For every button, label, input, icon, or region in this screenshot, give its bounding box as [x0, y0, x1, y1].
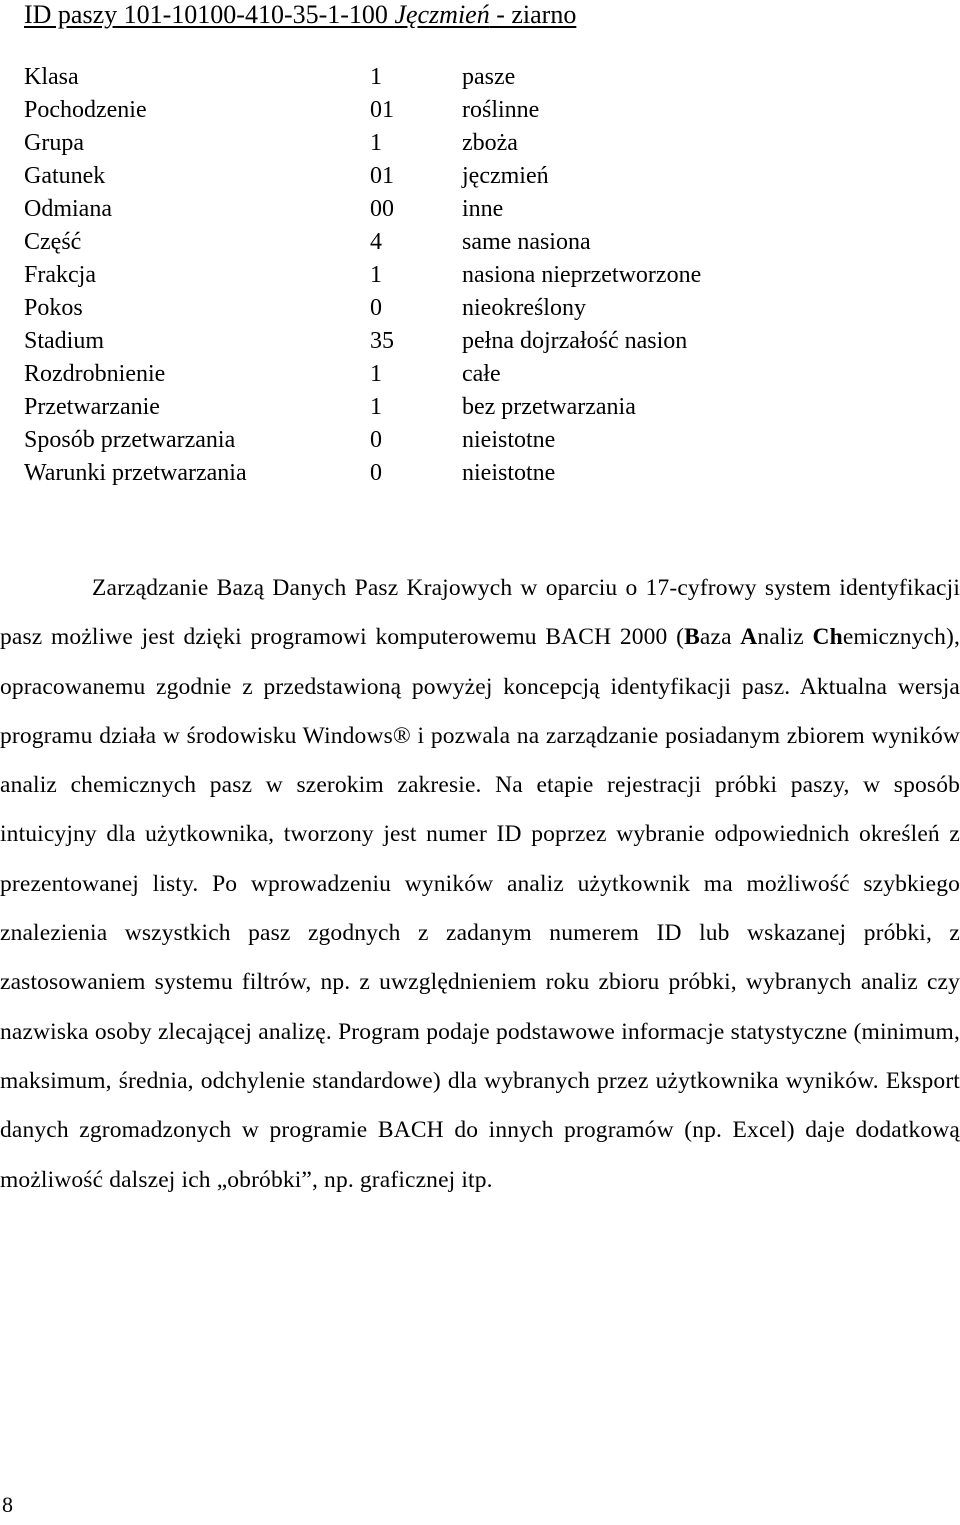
row-label: Grupa: [24, 130, 84, 156]
table-row: [24, 358, 924, 391]
title-id-text: ID paszy 101-10100-410-35-1-100: [24, 0, 395, 29]
row-description: nieistotne: [462, 460, 556, 486]
bold-letter-a: A: [740, 624, 758, 651]
paragraph-text: naliz: [757, 624, 813, 651]
table-row: [24, 94, 924, 127]
id-code-table: [24, 61, 924, 490]
row-code: 1: [370, 361, 382, 387]
row-description: całe: [462, 361, 501, 387]
table-row: [24, 61, 924, 94]
row-description: bez przetwarzania: [462, 394, 636, 420]
row-label: Stadium: [24, 328, 105, 354]
row-code: 00: [370, 196, 394, 222]
row-code: 4: [370, 229, 382, 255]
page-number: 8: [2, 1492, 13, 1517]
row-description: inne: [462, 196, 504, 222]
table-row: [24, 325, 924, 358]
row-description: pełna dojrzałość nasion: [462, 328, 688, 354]
row-description: zboża: [462, 130, 518, 156]
table-row: [24, 160, 924, 193]
row-description: nieokreślony: [462, 295, 586, 321]
paragraph-text: Zarządzanie Bazą Danych Pasz Krajowych w oparciu o 17-cyfrowy system identyfikacji pasz możliwe jest dzięki programowi komputerowemu BACH 2000 (: [0, 575, 960, 651]
row-code: 35: [370, 328, 394, 354]
row-label: Sposób przetwarzania: [24, 427, 236, 453]
bold-letter-b: B: [684, 624, 700, 651]
row-label: Gatunek: [24, 163, 106, 189]
row-code: 0: [370, 427, 382, 453]
row-code: 0: [370, 460, 382, 486]
row-description: jęczmień: [462, 163, 549, 189]
row-code: 1: [370, 262, 382, 288]
row-label: Część: [24, 229, 82, 255]
table-row: [24, 127, 924, 160]
table-row: [24, 457, 924, 490]
page-title: [24, 0, 576, 30]
table-row: [24, 292, 924, 325]
body-paragraph: [0, 564, 960, 1205]
row-description: nieistotne: [462, 427, 556, 453]
row-label: Frakcja: [24, 262, 96, 288]
paragraph-text: aza: [699, 624, 741, 651]
row-label: Pokos: [24, 295, 83, 321]
row-code: 01: [370, 97, 394, 123]
row-description: same nasiona: [462, 229, 591, 255]
row-code: 1: [370, 130, 382, 156]
row-description: pasze: [462, 64, 516, 90]
row-code: 1: [370, 394, 382, 420]
row-label: Odmiana: [24, 196, 112, 222]
row-label: Przetwarzanie: [24, 394, 160, 420]
table-row: [24, 259, 924, 292]
table-row: [24, 424, 924, 457]
row-code: 1: [370, 64, 382, 90]
table-row: [24, 391, 924, 424]
paragraph-text: emicznych), opracowanemu zgodnie z przedstawioną powyżej koncepcją identyfikacji pasz. Aktualna wersja programu działa w środowisku Windows® i pozwala na zarządzanie posiadanym zbiorem wyników analiz chemicznych pasz w szerokim zakresie. Na etapie rejestracji próbki paszy, w sposób intuicyjny dla użytkownika, tworzony jest numer ID poprzez wybranie odpowiednich określeń z prezentowanej listy. Po wprowadzeniu wyników analiz użytkownik ma możliwość szybkiego znalezienia wszystkich pasz zgodnych z zadanym numerem ID lub wskazanej próbki, z zastosowaniem systemu filtrów, np. z uwzględnieniem roku zbioru próbki, wybranych analiz czy nazwiska osoby zlecającej analizę. Program podaje podstawowe informacje statystyczne (minimum, maksimum, średnia, odchylenie standardowe) dla wybranych przez użytkownika wyników. Eksport danych zgromadzonych w programie BACH do innych programów (np. Excel) daje dodatkową możliwość dalszej ich „obróbki”, np. graficznej itp.: [0, 624, 960, 1193]
row-label: Klasa: [24, 64, 79, 90]
title-species-text: Jęczmień: [394, 0, 490, 29]
row-label: Warunki przetwarzania: [24, 460, 247, 486]
title-suffix-text: - ziarno: [489, 0, 577, 29]
row-description: nasiona nieprzetworzone: [462, 262, 702, 288]
row-code: 01: [370, 163, 394, 189]
row-code: 0: [370, 295, 382, 321]
table-row: [24, 193, 924, 226]
row-description: roślinne: [462, 97, 540, 123]
row-label: Rozdrobnienie: [24, 361, 166, 387]
bold-letters-ch: Ch: [812, 624, 843, 651]
row-label: Pochodzenie: [24, 97, 147, 123]
table-row: [24, 226, 924, 259]
